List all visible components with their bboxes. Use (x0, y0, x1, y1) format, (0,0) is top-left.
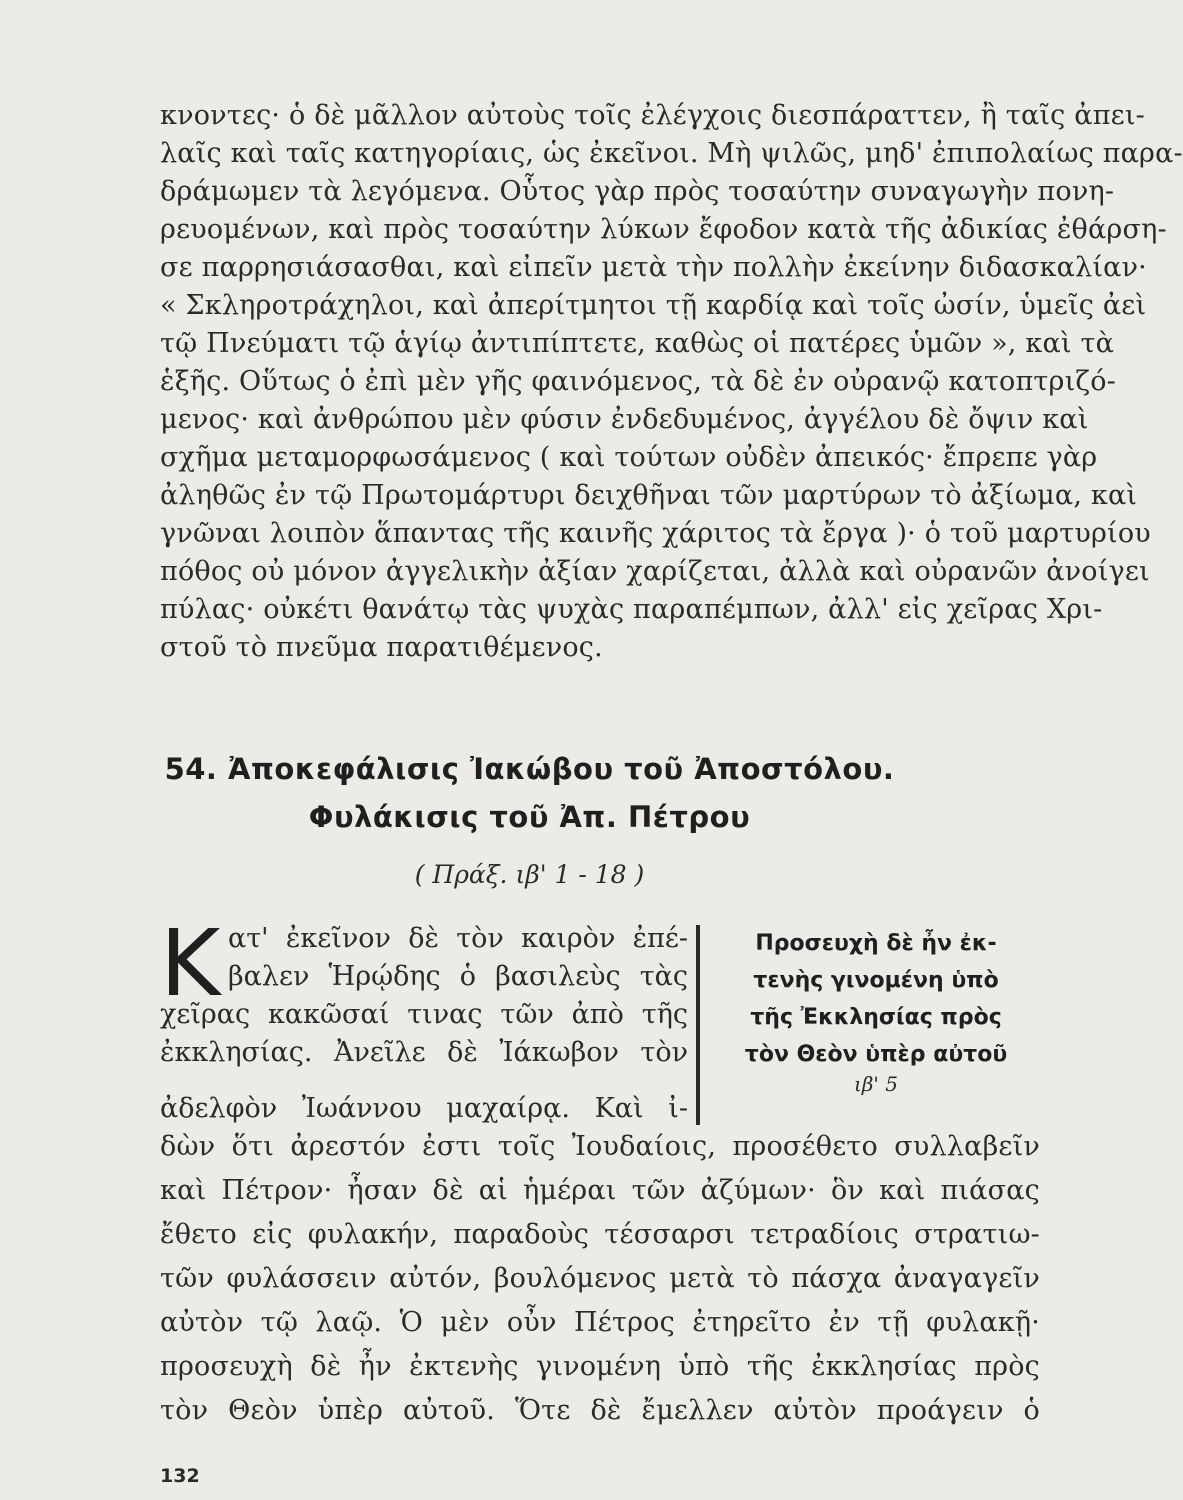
text-line: κνοντες· ὁ δὲ μᾶλλον αὐτοὺς τοῖς ἐλέγχοις διεσπάραττεν, ἢ ταῖς ἀπει- (160, 100, 1145, 131)
text-line: βαλεν Ἡρῴδης ὁ βασιλεὺς τὰς (228, 961, 688, 992)
text-line: ατ' ἐκεῖνον δὲ τὸν καιρὸν ἐπέ- (228, 923, 688, 954)
text-line: ἀδελφὸν Ἰωάννου μαχαίρᾳ. Καὶ ἰ- (160, 1093, 688, 1124)
text-line: ἐκκλησίας. Ἀνεῖλε δὲ Ἰάκωβον τὸν (160, 1037, 688, 1068)
drop-cap: Κ (160, 910, 221, 1017)
text-line: ἀληθῶς ἐν τῷ Πρωτομάρτυρι δειχθῆναι τῶν μαρτύρων τὸ ἀξίωμα, καὶ (160, 480, 1138, 511)
scripture-reference: ( Πράξ. ιβ' 1 - 18 ) (414, 860, 645, 889)
text-line: τῷ Πνεύματι τῷ ἁγίῳ ἀντιπίπτετε, καθὼς οἱ πατέρες ὑμῶν », καὶ τὰ (160, 328, 1115, 359)
section-subtitle: Φυλάκισις τοῦ Ἀπ. Πέτρου (308, 800, 751, 834)
text-line: πόθος οὐ μόνον ἀγγελικὴν ἀξίαν χαρίζεται, ἀλλὰ καὶ οὐρανῶν ἀνοίγει (160, 556, 1150, 587)
text-line: μενος· καὶ ἀνθρώπου μὲν φύσιν ἐνδεδυμένος, ἀγγέλου δὲ ὄψιν καὶ (160, 404, 1089, 435)
text-line: σχῆμα μεταμορφωσάμενος ( καὶ τούτων οὐδὲν ἀπεικός· ἔπρεπε γὰρ (160, 442, 1098, 473)
section-title: 54. Ἀποκεφάλισις Ἰακώβου τοῦ Ἀποστόλου. (164, 752, 895, 786)
text-line: αὐτὸν τῷ λαῷ. Ὁ μὲν οὖν Πέτρος ἐτηρεῖτο ἐν τῇ φυλακῇ· (160, 1307, 1040, 1338)
text-line: καὶ Πέτρον· ἦσαν δὲ αἱ ἡμέραι τῶν ἀζύμων· ὃν καὶ πιάσας (160, 1175, 1040, 1206)
text-line: προσευχὴ δὲ ἦν ἐκτενὴς γινομένη ὑπὸ τῆς ἐκκλησίας πρὸς (160, 1351, 1040, 1382)
sidenote-line: τὸν Θεὸν ὑπὲρ αὐτοῦ (744, 1042, 1008, 1067)
text-line: πύλας· οὐκέτι θανάτῳ τὰς ψυχὰς παραπέμπων, ἀλλ' εἰς χεῖρας Χρι- (160, 594, 1103, 625)
text-line: χεῖρας κακῶσαί τινας τῶν ἀπὸ τῆς (160, 999, 688, 1030)
text-line: δράμωμεν τὰ λεγόμενα. Οὗτος γὰρ πρὸς τοσαύτην συναγωγὴν πονη- (160, 176, 1115, 207)
text-line: λαῖς καὶ ταῖς κατηγορίαις, ὡς ἐκεῖνοι. Μὴ ψιλῶς, μηδ' ἐπιπολαίως παρα- (160, 138, 1183, 169)
sidenote-line: τενὴς γινομένη ὑπὸ (753, 968, 999, 993)
text-line: στοῦ τὸ πνεῦμα παρατιθέμενος. (160, 632, 603, 663)
text-line: « Σκληροτράχηλοι, καὶ ἀπερίτμητοι τῇ καρδίᾳ καὶ τοῖς ὠσίν, ὑμεῖς ἀεὶ (160, 290, 1147, 321)
text-line: τὸν Θεὸν ὑπὲρ αὐτοῦ. Ὅτε δὲ ἔμελλεν αὐτὸν προάγειν ὁ (160, 1395, 1040, 1426)
page-number: 132 (160, 1465, 200, 1487)
sidenote-line: Προσευχὴ δὲ ἦν ἐκ- (755, 931, 997, 956)
sidenote-reference: ιβ' 5 (854, 1072, 898, 1096)
text-line: ρευομένων, καὶ πρὸς τοσαύτην λύκων ἔφοδον κατὰ τῆς ἀδικίας ἐθάρση- (160, 214, 1167, 245)
text-line: ἔθετο εἰς φυλακήν, παραδοὺς τέσσαρσι τετραδίοις στρατιω- (160, 1219, 1040, 1250)
column-divider (696, 925, 700, 1125)
text-line: σε παρρησιάσασθαι, καὶ εἰπεῖν μετὰ τὴν πολλὴν ἐκείνην διδασκαλίαν· (160, 252, 1147, 283)
text-line: γνῶναι λοιπὸν ἅπαντας τῆς καινῆς χάριτος τὰ ἔργα )· ὁ τοῦ μαρτυρίου (160, 518, 1151, 549)
text-line: δὼν ὅτι ἀρεστόν ἐστι τοῖς Ἰουδαίοις, προσέθετο συλλαβεῖν (160, 1131, 1040, 1162)
sidenote-line: τῆς Ἐκκλησίας πρὸς (750, 1005, 1002, 1030)
text-line: ἑξῆς. Οὕτως ὁ ἐπὶ μὲν γῆς φαινόμενος, τὰ δὲ ἐν οὐρανῷ κατοπτριζό- (160, 366, 1117, 397)
text-line: τῶν φυλάσσειν αὐτόν, βουλόμενος μετὰ τὸ πάσχα ἀναγαγεῖν (160, 1263, 1040, 1294)
